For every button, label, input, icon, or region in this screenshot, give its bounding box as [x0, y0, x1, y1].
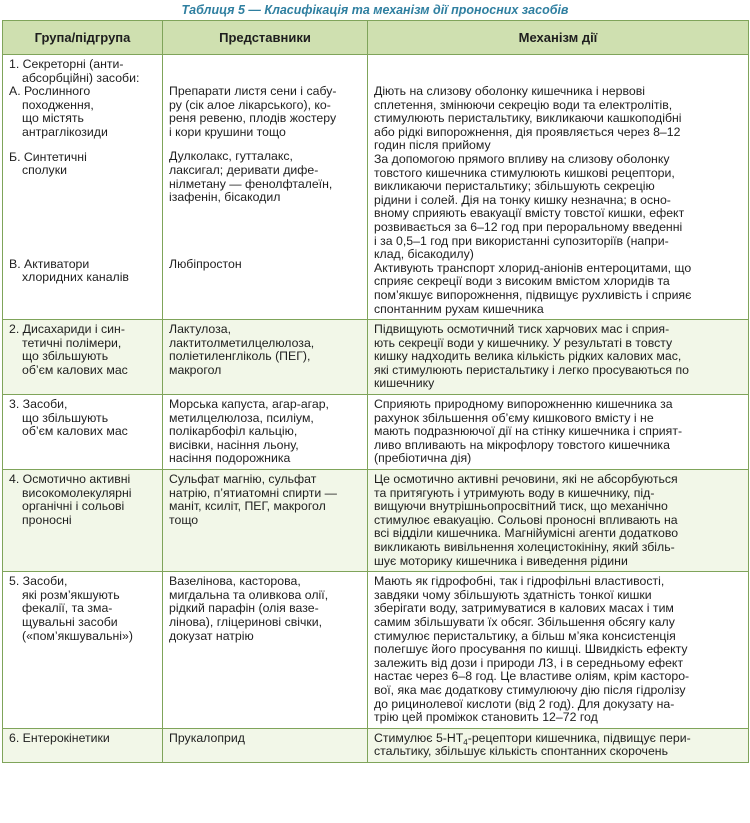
text-line: Діють на слизову оболонку кишечника і нервові [374, 84, 645, 98]
mechanism-cell [368, 572, 749, 729]
table-row [3, 395, 749, 470]
representatives-cell [163, 728, 368, 762]
mechanism-cell [368, 470, 749, 572]
text-line: Сприяють природному випорожненню кишечника за [374, 397, 673, 412]
text-line: трію цей проміжок становить 12–72 год [374, 710, 598, 725]
text-line: ізафенін, бісакодил [169, 190, 281, 205]
text-line: Мають як гідрофобні, так і гідрофільні властивості, [374, 574, 665, 589]
text-line: метилцелюлоза, псиліум, [169, 410, 314, 425]
group-cell [3, 470, 163, 572]
text-line: мигдальна та оливкова олії, [169, 587, 329, 602]
text-line: полегшує його просування по кишці. Швидкість ефекту [374, 642, 688, 657]
text-line: Дулколакс, гутталакс, [169, 149, 293, 164]
text-line: лінова), гліцеринові свічки, [169, 614, 323, 629]
text-line: рахунок збільшення об’єму кишкового вмісту і не [374, 410, 654, 425]
text-line: вої, яка має додаткову стимулюючу дію після гідролізу [374, 682, 686, 697]
text-line: походження, [22, 97, 94, 112]
text-line: антраглікозиди [22, 124, 108, 139]
text-line: та притягують і утримують воду в кишечнику, під- [374, 485, 655, 500]
text-line: завдяки чому збільшують здатність тонкої кишки [374, 587, 652, 602]
text-line: розвивається за 6–12 год при пероральному введенні [374, 219, 683, 234]
text-line: Любіпростон [169, 256, 242, 271]
text-line: шує моторику кишечника і виведення рідини [374, 553, 628, 568]
text-line: які стимулюють перистальтику і легко просуваються по [374, 362, 690, 377]
table-caption: Таблиця 5 — Класифікація та механізм дії проносних засобів [181, 3, 569, 17]
text-line: («пом’якшувальні») [22, 628, 133, 643]
text-line: нілметану — фенолфталеїн, [169, 176, 333, 191]
text-line: Препарати листя сени і сабу- [169, 84, 337, 98]
text-line: 3. Засоби, [9, 397, 68, 412]
text-line: (пребіотична дія) [374, 451, 472, 466]
text-line: сприяє секреції води з високим вмістом хлоридів та [374, 274, 670, 289]
header-mechanism: Механізм дії [368, 21, 749, 55]
text-line: що містять [22, 111, 84, 126]
text-line: натрію, п’ятиатомні спирти — [169, 485, 337, 500]
text-line: Підвищують осмотичний тиск харчових мас і сприя- [374, 322, 670, 337]
text-line: абсорбційні) засоби: [22, 70, 140, 85]
group-cell [3, 320, 163, 395]
text-line: хлоридних каналів [22, 270, 129, 285]
text-line: лаксигал; деривати дифе- [169, 162, 319, 177]
text-line: настає через 6–8 год. Це властиве оліям, крім касторо- [374, 669, 690, 684]
text-line: і за 0,5–1 год при використанні супозиторіїв (напри- [374, 233, 669, 248]
subscript: 4 [463, 737, 468, 747]
text-line: маніт, ксиліт, ПЕГ, макрогол [169, 499, 326, 514]
text-line: лактитолметилцелюлоза, [169, 335, 315, 350]
table-row [3, 320, 749, 395]
text-line: ливо впливають на мікрофлору товстого кишечника [374, 437, 670, 452]
text-line: Вазелінова, касторова, [169, 574, 301, 589]
group-cell [3, 55, 163, 320]
text-line: 2. Дисахариди і син- [9, 322, 125, 337]
text-line: вищуючи внутрішньопросвітний тиск, що механічно [374, 499, 668, 514]
text-line: високомолекулярні [22, 485, 132, 500]
text-line: пом’якшує випорожнення, підвищує рухливість і сприяє [374, 287, 692, 302]
text-line: до рицинолевої кислоти (від 2 год). Для докузату на- [374, 696, 675, 711]
text-line: 5. Засоби, [9, 574, 68, 589]
text-line: годин після прийому [374, 138, 491, 153]
text-line: висівки, насіння льону, [169, 437, 299, 452]
text-line: Б. Синтетичні [9, 149, 87, 164]
text-line: поліетиленгліколь (ПЕГ), [169, 349, 311, 364]
text-line: і кори крушини тощо [169, 124, 286, 139]
text-line: які розм’якшують [22, 587, 120, 602]
text-line: Морська капуста, агар-агар, [169, 397, 329, 412]
text-line: що збільшують [22, 349, 109, 364]
text-line: кишку надходить велика кількість рідких калових мас, [374, 349, 682, 364]
text-line: ру (сік алое лікарського), ко- [169, 97, 331, 112]
text-line: сплетення, змінюючи секрецію води та електролітів, [374, 97, 673, 112]
text-line: вному сприяють евакуації вмісту товстої кишки, ефект [374, 206, 685, 221]
text-fragment: Стимулює 5-HT [374, 730, 464, 745]
text-line: сполуки [22, 163, 67, 178]
representatives-cell [163, 395, 368, 470]
text-line [374, 732, 743, 746]
text-line: тощо [169, 512, 199, 527]
group-cell [3, 572, 163, 729]
text-line: 6. Ентерокінетики [9, 730, 110, 745]
text-line: викликаючи перистальтику; збільшують секрецію [374, 179, 655, 194]
text-fragment: -рецептори кишечника, підвищує пери- [467, 730, 691, 745]
header-row [3, 21, 749, 55]
table-row [3, 572, 749, 729]
text-line: Лактулоза, [169, 322, 231, 337]
mechanism-cell [368, 55, 749, 320]
header-group: Група/підгрупа [3, 21, 163, 55]
group-cell [3, 395, 163, 470]
text-line: рідкий парафін (олія вазе- [169, 601, 319, 616]
text-line: 1. Секреторні (анти- [9, 57, 124, 71]
text-line: всі відділи кишечника. Магнійумісні агенти додатково [374, 526, 679, 541]
table-row [3, 470, 749, 572]
table-row [3, 55, 749, 320]
text-line: Прукалоприд [169, 730, 245, 745]
representatives-cell [163, 320, 368, 395]
text-line: тетичні полімери, [22, 335, 122, 350]
mechanism-cell [368, 728, 749, 762]
text-line: кишечнику [374, 376, 435, 391]
text-line: фекалії, та зма- [22, 601, 113, 616]
text-line: реня ревеню, плодів жостеру [169, 111, 337, 126]
text-line: Це осмотично активні речовини, які не абсорбуються [374, 472, 678, 487]
header-representatives: Представники [163, 21, 368, 55]
text-line: стимулюють перистальтику, викликаючи кашкоподібні [374, 111, 682, 126]
text-line: За допомогою прямого впливу на слизову оболонку [374, 151, 670, 166]
text-line: що збільшують [22, 410, 109, 425]
representatives-cell [163, 470, 368, 572]
text-line: мають подразнюючої дії на стінку кишечника і сприят- [374, 424, 683, 439]
text-line: докузат натрію [169, 628, 254, 643]
text-line: ють секреції води у кишечнику. У результаті в товсту [374, 335, 673, 350]
text-line: рідини і солей. Дія на тонку кишку незначна; в осно- [374, 192, 671, 207]
text-line: об’єм калових мас [22, 424, 128, 439]
text-line: стимулює евакуацію. Сольові проносні впливають на [374, 512, 678, 527]
text-line: спонтанним рухам кишечника [374, 301, 544, 316]
text-line: В. Активатори [9, 256, 90, 271]
text-line: Сульфат магнію, сульфат [169, 472, 317, 487]
representatives-cell [163, 572, 368, 729]
text-line: стимулює перистальтику, а більш м’яка консистенція [374, 628, 676, 643]
text-line: об’єм калових мас [22, 362, 128, 377]
text-line: проносні [22, 512, 72, 527]
text-line: самим збільшувати їх обсяг. Збільшення обсягу калу [374, 614, 675, 629]
text-line: товстого кишечника стимулюють кишкові рецептори, [374, 165, 675, 180]
text-line: полікарбофіл кальцію, [169, 424, 298, 439]
group-cell [3, 728, 163, 762]
text-line: стальтику, збільшує кількість спонтанних скорочень [374, 744, 668, 759]
text-line: залежить від дози і природи ЛЗ, і в середньому ефект [374, 655, 684, 670]
text-line: 4. Осмотично активні [9, 472, 131, 487]
representatives-cell [163, 55, 368, 320]
text-line: Активують транспорт хлорид-аніонів ентероцитами, що [374, 260, 692, 275]
text-line: клад, бісакодилу) [374, 247, 474, 262]
mechanism-cell [368, 395, 749, 470]
text-line: насіння подорожника [169, 451, 291, 466]
text-line: щувальні засоби [22, 614, 118, 629]
mechanism-cell [368, 320, 749, 395]
laxatives-classification-table [2, 20, 749, 763]
text-line: макрогол [169, 362, 222, 377]
text-line: органічні і сольові [22, 499, 125, 514]
text-line: або рідкі випорожнення, дія проявляється через 8–12 [374, 124, 681, 139]
text-line: А. Рослинного [9, 84, 91, 99]
text-line: викликають вивільнення холецистокініну, який збіль- [374, 540, 675, 554]
text-line: зберігати воду, затримуватися в калових масах і тим [374, 601, 674, 616]
table-row [3, 728, 749, 762]
